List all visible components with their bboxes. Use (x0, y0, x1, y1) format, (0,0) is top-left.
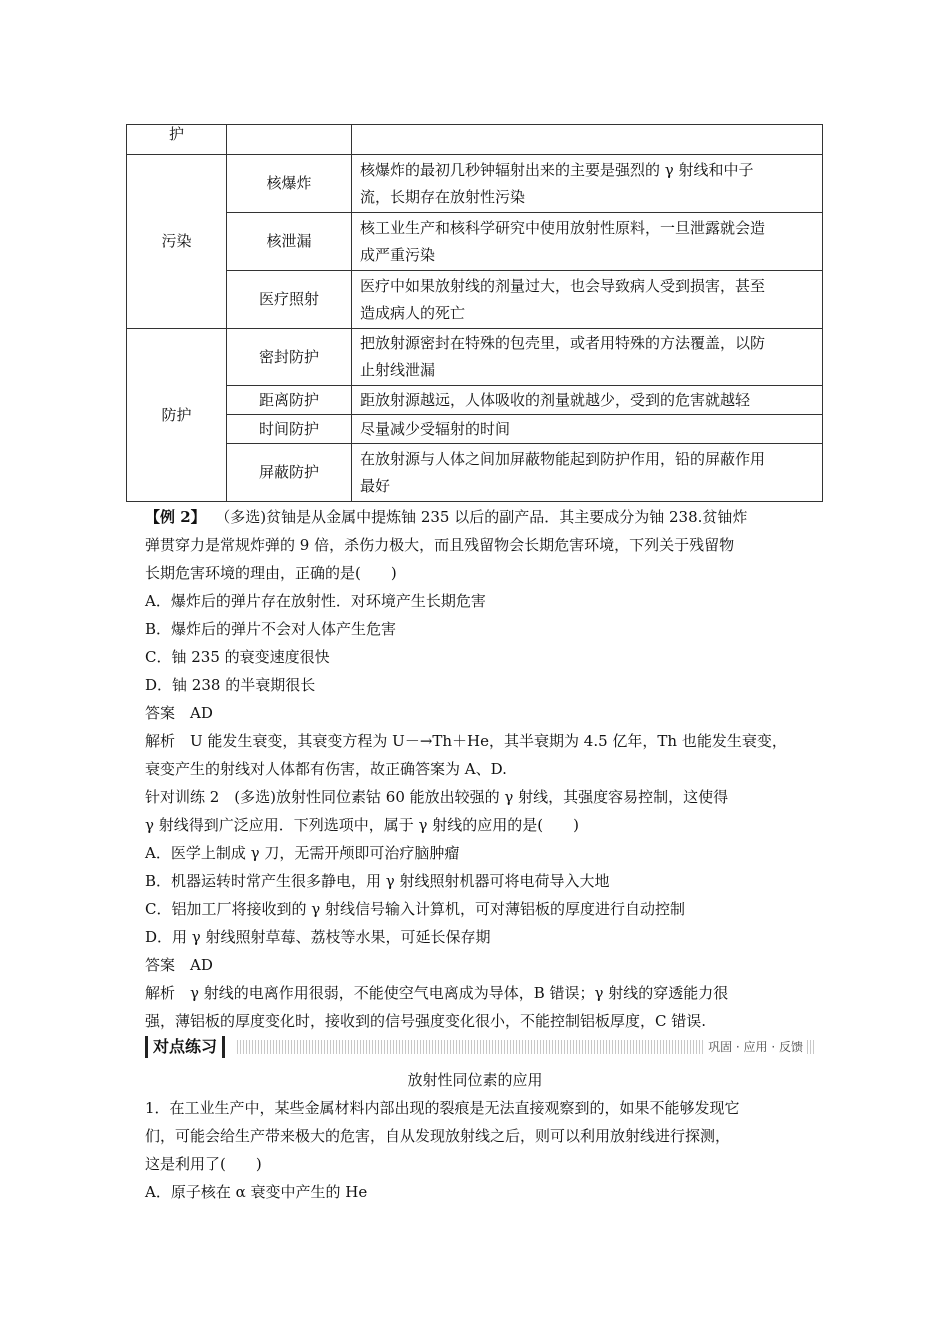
example-2-line: 弹贯穿力是常规炸弹的 9 倍，杀伤力极大，而且残留物会长期危害环境，下列关于残留物 (145, 536, 735, 554)
answer: 答案 AD (145, 956, 213, 974)
section-header (145, 1036, 815, 1058)
question-line: 这是利用了( ) (145, 1155, 262, 1173)
table-cell-empty (227, 125, 352, 155)
item-desc-line: 最好 (360, 476, 391, 495)
item-desc-line: 流，长期存在放射性污染 (360, 187, 526, 206)
option-a: A．原子核在 α 衰变中产生的 He (145, 1183, 368, 1201)
option-a: A．医学上制成 γ 刀，无需开颅即可治疗脑肿瘤 (145, 844, 460, 862)
question-line: 1．在工业生产中，某些金属材料内部出现的裂痕是无法直接观察到的，如果不能够发现它 (145, 1099, 740, 1117)
analysis-line: 解析 γ 射线的电离作用很弱，不能使空气电离成为导体，B 错误；γ 射线的穿透能力很 (145, 984, 729, 1002)
example-2-line: 【例 2】 （多选)贫铀是从金属中提炼铀 235 以后的副产品．其主要成分为铀 238.贫铀炸 (145, 508, 748, 526)
option-d: D．用 γ 射线照射草莓、荔枝等水果，可延长保存期 (145, 928, 491, 946)
item-desc-line: 止射线泄漏 (360, 361, 436, 379)
answer: 答案 AD (145, 704, 213, 722)
example-2-label: 【例 2】 (145, 508, 206, 526)
item-desc-line: 核工业生产和核科学研究中使用放射性原料，一旦泄露就会造 (360, 218, 766, 237)
item-name: 核泄漏 (227, 213, 352, 271)
example-2-line: 长期危害环境的理由，正确的是( ) (145, 564, 397, 582)
item-name: 医疗照射 (227, 271, 352, 329)
question-1 (145, 1094, 825, 1206)
table-cell-empty (352, 125, 823, 155)
analysis-line: 衰变产生的射线对人体都有伤害，故正确答案为 A、D. (145, 760, 507, 778)
item-desc-line: 造成病人的死亡 (360, 303, 466, 322)
table-cell-protection-tail: 护 (127, 125, 227, 155)
item-desc-line: 医疗中如果放射线的剂量过大，也会导致病人受到损害，甚至 (360, 276, 766, 295)
item-name: 密封防护 (227, 329, 352, 386)
option-d: D．铀 238 的半衰期很长 (145, 676, 316, 694)
item-desc-line: 成严重污染 (360, 245, 436, 264)
item-desc (352, 213, 823, 271)
item-name: 时间防护 (227, 415, 352, 444)
item-desc: 距放射源越远，人体吸收的剂量就越少，受到的危害就越轻 (352, 386, 823, 415)
item-desc-line: 把放射源密封在特殊的包壳里，或者用特殊的方法覆盖，以防 (360, 334, 766, 352)
section-tagline: 巩固 · 应用 · 反馈 (704, 1036, 807, 1058)
item-desc (352, 155, 823, 213)
item-desc (352, 444, 823, 502)
option-b: B．爆炸后的弹片不会对人体产生危害 (145, 620, 397, 638)
item-desc-line: 核爆炸的最初几秒钟辐射出来的主要是强烈的 γ 射线和中子 (360, 160, 754, 179)
example-2 (145, 503, 825, 1035)
category-protection: 防护 (127, 329, 227, 502)
item-name: 屏蔽防护 (227, 444, 352, 502)
item-desc: 尽量减少受辐射的时间 (352, 415, 823, 444)
analysis-line: 解析 U 能发生衰变，其衰变方程为 U－→Th＋He，其半衰期为 4.5 亿年，Th 也能发生衰变， (145, 732, 787, 750)
option-c: C．铀 235 的衰变速度很快 (145, 648, 330, 666)
option-a: A．爆炸后的弹片存在放射性．对环境产生长期危害 (145, 592, 486, 610)
section-subtitle: 放射性同位素的应用 (407, 1071, 543, 1089)
item-name: 距离防护 (227, 386, 352, 415)
question-line: 们，可能会给生产带来极大的危害，自从发现放射线之后，则可以利用放射线进行探测， (145, 1127, 731, 1145)
option-c: C．铝加工厂将接收到的 γ 射线信号输入计算机，可对薄铝板的厚度进行自动控制 (145, 900, 685, 918)
item-desc (352, 271, 823, 329)
radiation-table (126, 124, 823, 502)
option-b: B．机器运转时常产生很多静电，用 γ 射线照射机器可将电荷导入大地 (145, 872, 610, 890)
training-2-line: γ 射线得到广泛应用．下列选项中，属于 γ 射线的应用的是( ) (145, 816, 579, 834)
item-desc-line: 在放射源与人体之间加屏蔽物能起到防护作用，铅的屏蔽作用 (360, 449, 766, 468)
analysis-line: 强，薄铝板的厚度变化时，接收到的信号强度变化很小，不能控制铝板厚度，C 错误. (145, 1012, 707, 1030)
category-pollution: 污染 (127, 155, 227, 329)
section-title: 对点练习 (145, 1036, 225, 1058)
item-desc (352, 329, 823, 386)
training-2-line: 针对训练 2 (多选)放射性同位素钴 60 能放出较强的 γ 射线，其强度容易控制，这使得 (145, 788, 729, 806)
item-name: 核爆炸 (227, 155, 352, 213)
